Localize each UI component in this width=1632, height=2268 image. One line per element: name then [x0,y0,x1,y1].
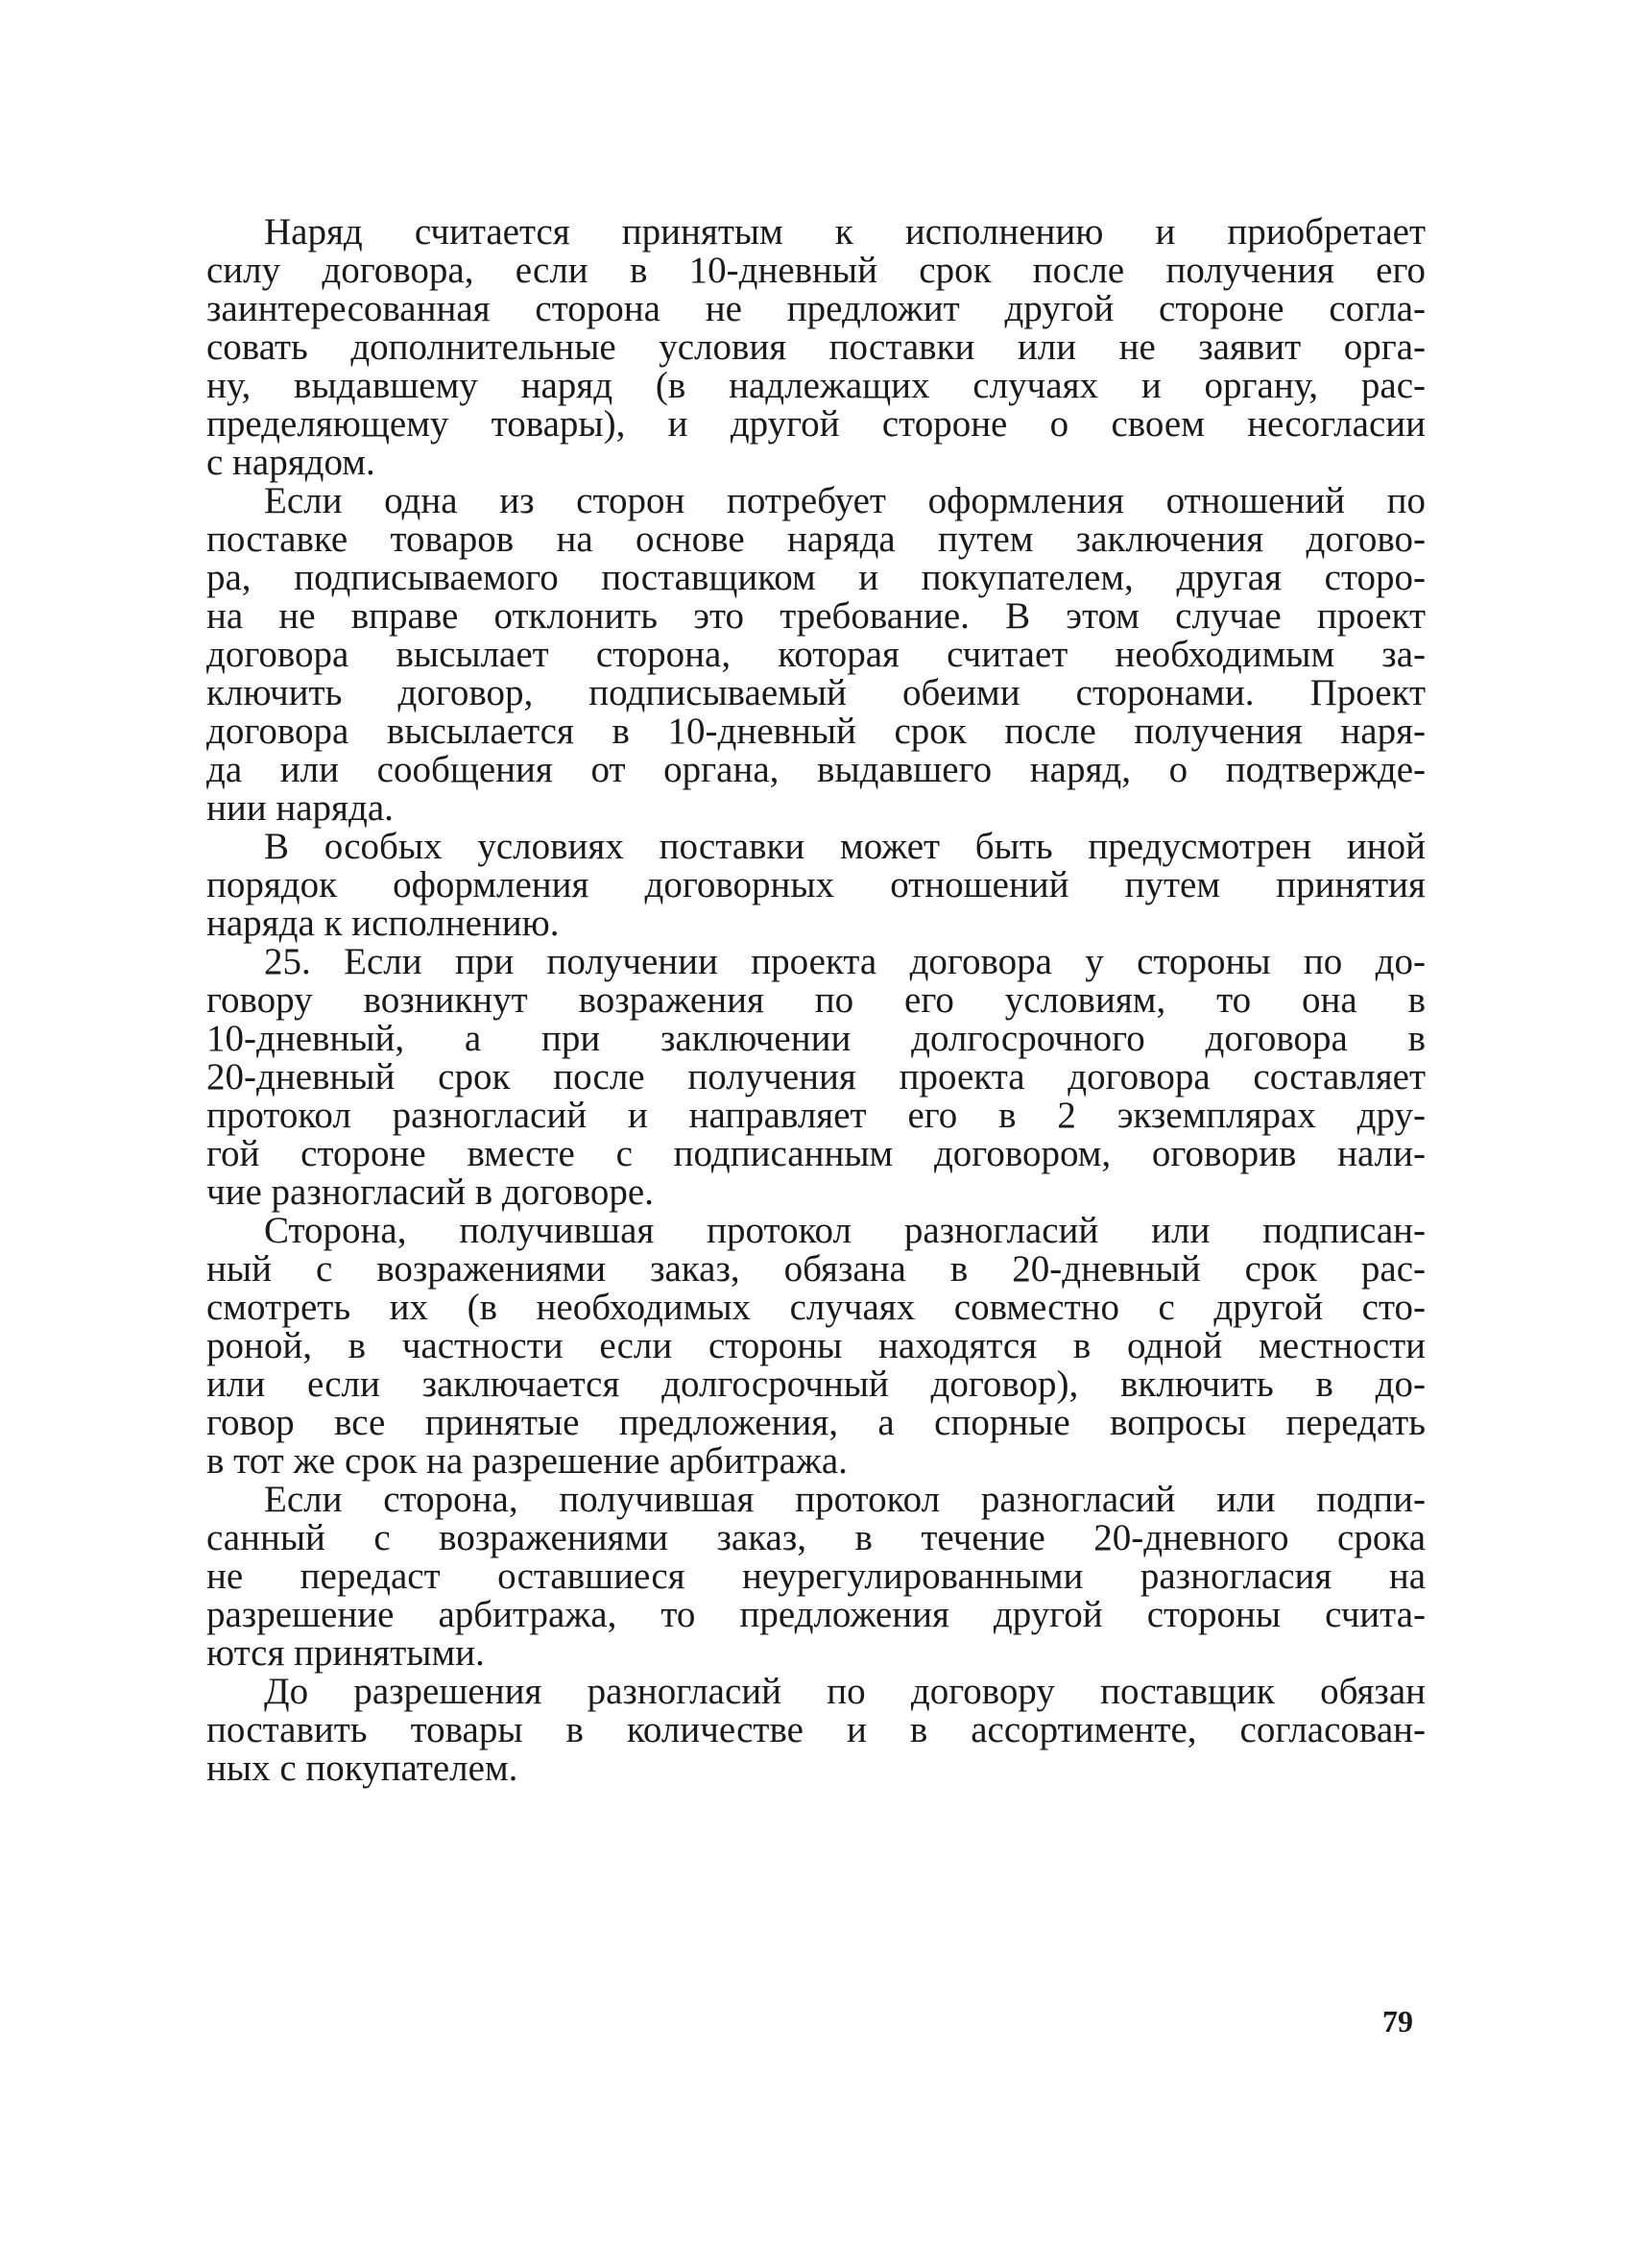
text-line: с нарядом. [206,442,375,483]
text-line: договора высылается в 10-дневный срок после получения наря- [206,711,1426,752]
text-line: поставить товары в количестве и в ассортименте, согласован- [206,1709,1426,1750]
text-line: на не вправе отклонить это требование. В этом случае проект [206,595,1426,637]
text-line: До разрешения разногласий по договору поставщик обязан [264,1671,1426,1712]
paragraph-supplier-obligation [206,1673,1426,1788]
paragraph-contract-formalization [206,482,1426,828]
text-line: роной, в частности если стороны находятся в одной местности [206,1325,1426,1366]
text-line: В особых условиях поставки может быть предусмотрен иной [264,826,1426,867]
text-line: ются принятыми. [206,1632,485,1674]
text-line: совать дополнительные условия поставки или не заявит орга- [206,326,1426,368]
text-line: санный с возражениями заказ, в течение 20-дневного срока [206,1517,1426,1558]
text-line: в тот же срок на разрешение арбитража. [206,1440,848,1482]
text-line: чие разногласий в договоре. [206,1171,654,1213]
paragraph-order-acceptance [206,213,1426,482]
text-line: силу договора, если в 10-дневный срок после получения его [206,250,1426,291]
text-line: 20-дневный срок после получения проекта договора составляет [206,1056,1426,1098]
paragraph-section-25 [206,943,1426,1212]
text-line: не передаст оставшиеся неурегулированными разногласия на [206,1556,1426,1597]
text-line: Если одна из сторон потребует оформления отношений по [264,480,1426,521]
text-line: или если заключается долгосрочный договор), включить в до- [206,1363,1426,1405]
text-line: 25. Если при получении проекта договора у стороны по до- [264,941,1426,982]
text-line: ра, подписываемого поставщиком и покупателем, другая сторо- [206,557,1426,598]
text-line: Наряд считается принятым к исполнению и приобретает [264,211,1426,253]
paragraph-deemed-accepted [206,1481,1426,1673]
text-line: заинтересованная сторона не предложит другой стороне согла- [206,288,1426,329]
text-line: нии наряда. [206,787,394,829]
text-line: поставке товаров на основе наряда путем заключения догово- [206,519,1426,560]
text-line: да или сообщения от органа, выдавшего наряд, о подтвержде- [206,749,1426,790]
text-line: договора высылает сторона, которая считает необходимым за- [206,634,1426,675]
text-line: протокол разногласий и направляет его в 2 экземплярах дру- [206,1095,1426,1136]
text-line: пределяющему товары), и другой стороне о своем несогласии [206,403,1426,445]
text-line: наряда к исполнению. [206,903,560,944]
text-line: порядок оформления договорных отношений путем принятия [206,864,1426,905]
text-line: 10-дневный, а при заключении долгосрочного договора в [206,1018,1426,1059]
paragraph-special-conditions [206,828,1426,943]
text-line: ных с покупателем. [206,1748,518,1789]
text-line: ный с возражениями заказ, обязана в 20-дневный срок рас- [206,1248,1426,1290]
text-line: Если сторона, получившая протокол разногласий или подпи- [264,1479,1426,1520]
text-line: разрешение арбитража, то предложения другой стороны счита- [206,1594,1426,1635]
text-line: говор все принятые предложения, а спорные вопросы передать [206,1402,1426,1443]
text-line: ключить договор, подписываемый обеими сторонами. Проект [206,672,1426,713]
text-line: гой стороне вместе с подписанным договором, оговорив нали- [206,1133,1426,1174]
text-line: смотреть их (в необходимых случаях совместно с другой сто- [206,1287,1426,1328]
body-text [206,213,1426,1788]
page-number: 79 [1382,2004,1413,2039]
text-line: говору возникнут возражения по его условиям, то она в [206,979,1426,1021]
text-line: ну, выдавшему наряд (в надлежащих случаях и органу, рас- [206,365,1426,406]
text-line: Сторона, получившая протокол разногласий или подписан- [264,1210,1426,1251]
paragraph-protocol-review [206,1212,1426,1481]
